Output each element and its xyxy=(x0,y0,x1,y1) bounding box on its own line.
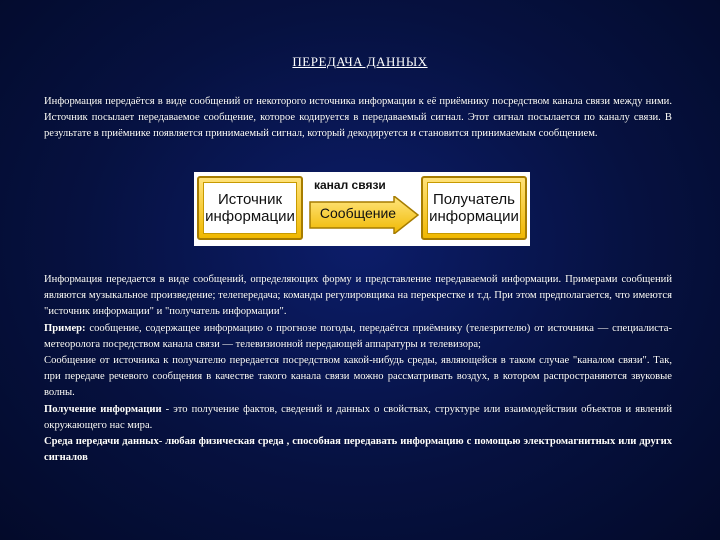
receiver-box xyxy=(421,176,527,240)
source-box xyxy=(197,176,303,240)
intro-paragraph: Информация передаётся в виде сообщений от некоторого источника информации к её приёмнику посредством канала связи между ними. Источник посылает передаваемое сообщение, которое кодируется в передаваемый сигнал. Этот сигнал посылается по каналу связи. В результате в приёмнике появляется принимаемый сигнал, который декодируется и становится принимаемым сообщением. xyxy=(44,96,672,140)
intro-text: Информация передается в виде сообщений, определяющих форму и представление передаваемой информации. Примерами сообщений являются музыкальное произведение; телепередача; команды регулировщика на перекрестке и т.д. При этом предполагается, что имеются "источник информации" и "получатель информации". xyxy=(44,274,672,318)
obtaining-label: Получение информации xyxy=(44,403,162,415)
receiver-label: Получатель информации xyxy=(427,182,521,234)
source-label: Источник информации xyxy=(203,182,297,234)
channel-text: Сообщение от источника к получателю передается посредством какой-нибудь среды, являющейся в таком случае "каналом связи". Так, при передаче речевого сообщения в качестве такого канала связи можно рассматривать воздух, в котором распространяются звуковые волны. xyxy=(44,355,672,399)
example-label: Пример: xyxy=(44,322,86,334)
channel-label: канал связи xyxy=(314,178,386,192)
message-label: Сообщение xyxy=(319,205,397,221)
page-title: ПЕРЕДАЧА ДАННЫХ xyxy=(292,54,428,69)
details-paragraph xyxy=(44,272,672,466)
medium-text: Среда передачи данных- любая физическая среда , способная передавать информацию с помощью электромагнитных или других сигналов xyxy=(44,436,672,464)
communication-diagram xyxy=(194,172,530,246)
example-text: сообщение, содержащее информацию о прогнозе погоды, передаётся приёмнику (телезрителю) от источника — специалиста-метеоролога посредством канала связи — телевизионной передающей аппаратуры и телевизора; xyxy=(44,322,672,350)
obtaining-text: - это получение фактов, сведений и данных о свойствах, структуре или взаимодействии объектов и явлений окружающего нас мира. xyxy=(44,403,672,431)
